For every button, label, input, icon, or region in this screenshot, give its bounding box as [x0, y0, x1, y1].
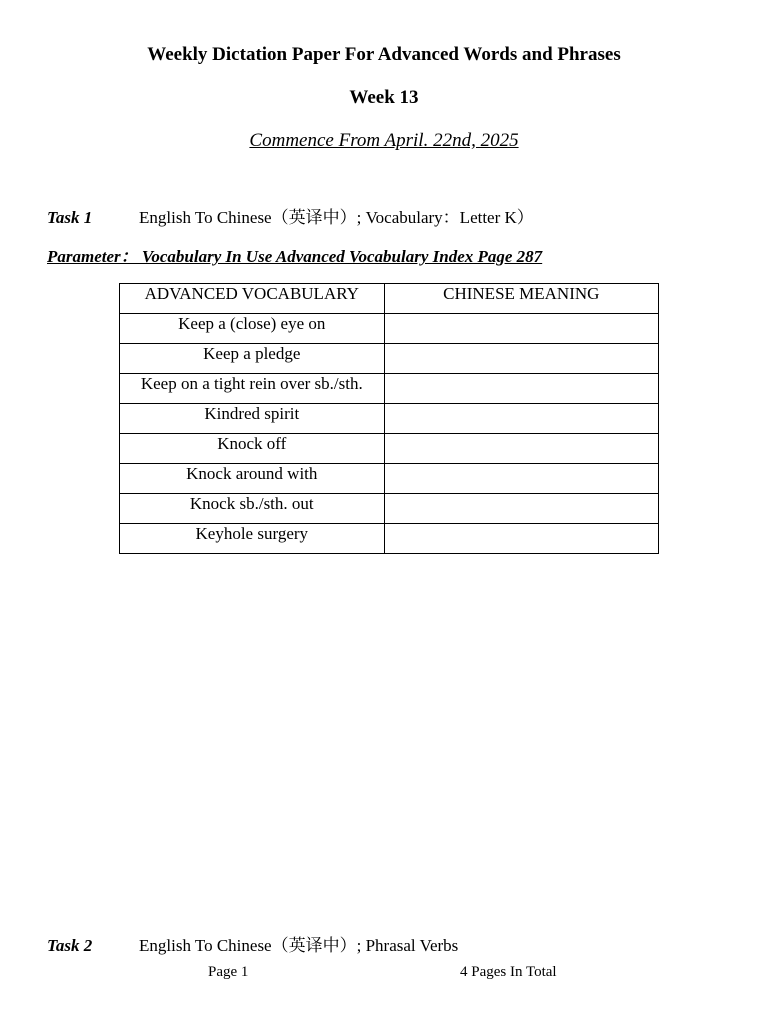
- task-2: [47, 931, 458, 956]
- meaning-cell[interactable]: [384, 374, 658, 404]
- task-1-label: Task 1: [47, 208, 93, 227]
- task-1: [47, 203, 534, 228]
- page-number: Page 1: [208, 964, 249, 980]
- vocab-cell: Knock off: [120, 434, 385, 464]
- vocab-cell: Keep a (close) eye on: [120, 314, 385, 344]
- task-2-description: English To Chinese（英译中）; Phrasal Verbs: [139, 936, 459, 955]
- table-row: [120, 434, 659, 464]
- meaning-cell[interactable]: [384, 494, 658, 524]
- meaning-cell[interactable]: [384, 524, 658, 554]
- vocab-cell: Knock around with: [120, 464, 385, 494]
- header-chinese-meaning: CHINESE MEANING: [384, 284, 658, 314]
- table-row: [120, 404, 659, 434]
- table-row: [120, 374, 659, 404]
- vocab-cell: Knock sb./sth. out: [120, 494, 385, 524]
- meaning-cell[interactable]: [384, 344, 658, 374]
- table-header-row: [120, 284, 659, 314]
- task-1-description: English To Chinese（英译中）; Vocabulary：Letter K）: [139, 208, 534, 227]
- week-number: Week 13: [349, 87, 419, 108]
- document-title: Weekly Dictation Paper For Advanced Words and Phrases: [147, 44, 621, 65]
- parameter-line: Parameter： Vocabulary In Use Advanced Vocabulary Index Page 287: [47, 247, 543, 266]
- task-2-label: Task 2: [47, 936, 93, 955]
- table-row: [120, 524, 659, 554]
- table-row: [120, 314, 659, 344]
- table-row: [120, 344, 659, 374]
- header-advanced-vocabulary: ADVANCED VOCABULARY: [120, 284, 385, 314]
- vocab-cell: Kindred spirit: [120, 404, 385, 434]
- vocab-cell: Keyhole surgery: [120, 524, 385, 554]
- meaning-cell[interactable]: [384, 464, 658, 494]
- vocab-cell: Keep a pledge: [120, 344, 385, 374]
- meaning-cell[interactable]: [384, 434, 658, 464]
- total-pages: 4 Pages In Total: [460, 964, 557, 980]
- table-row: [120, 494, 659, 524]
- table-row: [120, 464, 659, 494]
- meaning-cell[interactable]: [384, 404, 658, 434]
- vocabulary-table: [119, 283, 659, 554]
- commence-date: Commence From April. 22nd, 2025: [249, 130, 519, 151]
- vocab-cell: Keep on a tight rein over sb./sth.: [120, 374, 385, 404]
- meaning-cell[interactable]: [384, 314, 658, 344]
